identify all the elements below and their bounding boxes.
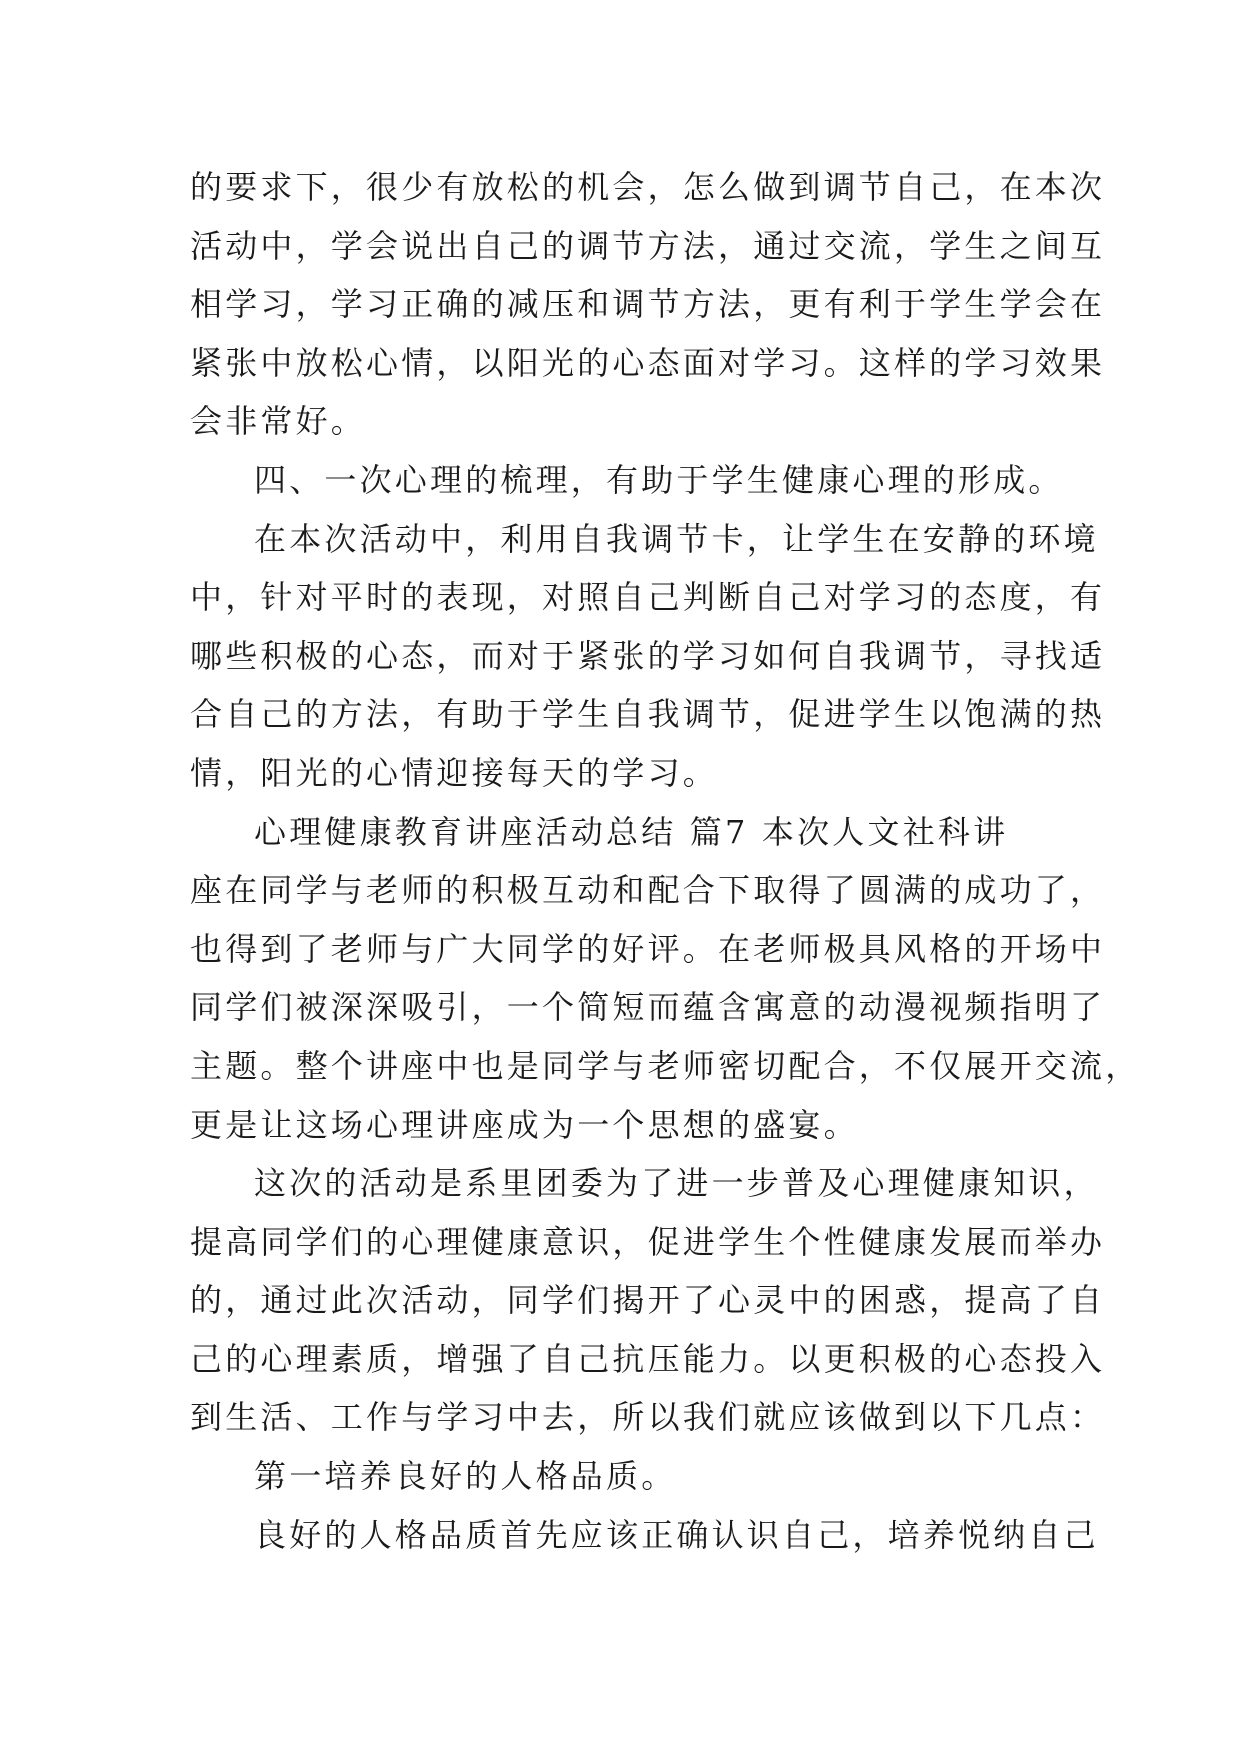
text-line: 这次的活动是系里团委为了进一步普及心理健康知识， [254, 1164, 1099, 1203]
article-title-line: 心理健康教育讲座活动总结 篇7 本次人文社科讲 [254, 812, 1009, 851]
text-line: 在本次活动中，利用自我调节卡，让学生在安静的环境 [254, 519, 1099, 558]
text-line: 会非常好。 [190, 402, 367, 441]
section-heading: 第一培养良好的人格品质。 [254, 1457, 677, 1496]
body-text [190, 158, 1141, 1564]
text-line: 的要求下，很少有放松的机会，怎么做到调节自己，在本次 [190, 168, 1106, 206]
text-line: 哪些积极的心态，而对于紧张的学习如何自我调节，寻找适 [190, 636, 1106, 675]
text-line: 的，通过此次活动，同学们揭开了心灵中的困惑，提高了自 [190, 1281, 1106, 1320]
text-line: 合自己的方法，有助于学生自我调节，促进学生以饱满的热 [190, 695, 1106, 734]
text-line: 活动中，学会说出自己的调节方法，通过交流，学生之间互 [190, 226, 1106, 265]
text-line: 也得到了老师与广大同学的好评。在老师极具风格的开场中 [190, 929, 1106, 968]
text-line: 同学们被深深吸引，一个简短而蕴含寓意的动漫视频指明了 [190, 988, 1106, 1027]
text-line: 提高同学们的心理健康意识，促进学生个性健康发展而举办 [190, 1222, 1106, 1261]
text-line: 中，针对平时的表现，对照自己判断自己对学习的态度，有 [190, 578, 1106, 617]
text-line: 更是让这场心理讲座成为一个思想的盛宴。 [190, 1105, 859, 1144]
text-line: 座在同学与老师的积极互动和配合下取得了圆满的成功了， [190, 871, 1106, 910]
text-line: 情，阳光的心情迎接每天的学习。 [190, 753, 719, 792]
text-line: 紧张中放松心情，以阳光的心态面对学习。这样的学习效果 [190, 343, 1106, 382]
text-line: 主题。整个讲座中也是同学与老师密切配合，不仅展开交流， [190, 1046, 1141, 1085]
text-line: 良好的人格品质首先应该正确认识自己，培养悦纳自己 [254, 1515, 1099, 1554]
text-line: 相学习，学习正确的减压和调节方法，更有利于学生学会在 [190, 285, 1106, 324]
text-line: 己的心理素质，增强了自己抗压能力。以更积极的心态投入 [190, 1339, 1106, 1378]
text-line: 到生活、工作与学习中去，所以我们就应该做到以下几点： [190, 1398, 1106, 1437]
section-heading: 四、一次心理的梳理，有助于学生健康心理的形成。 [254, 460, 1064, 499]
